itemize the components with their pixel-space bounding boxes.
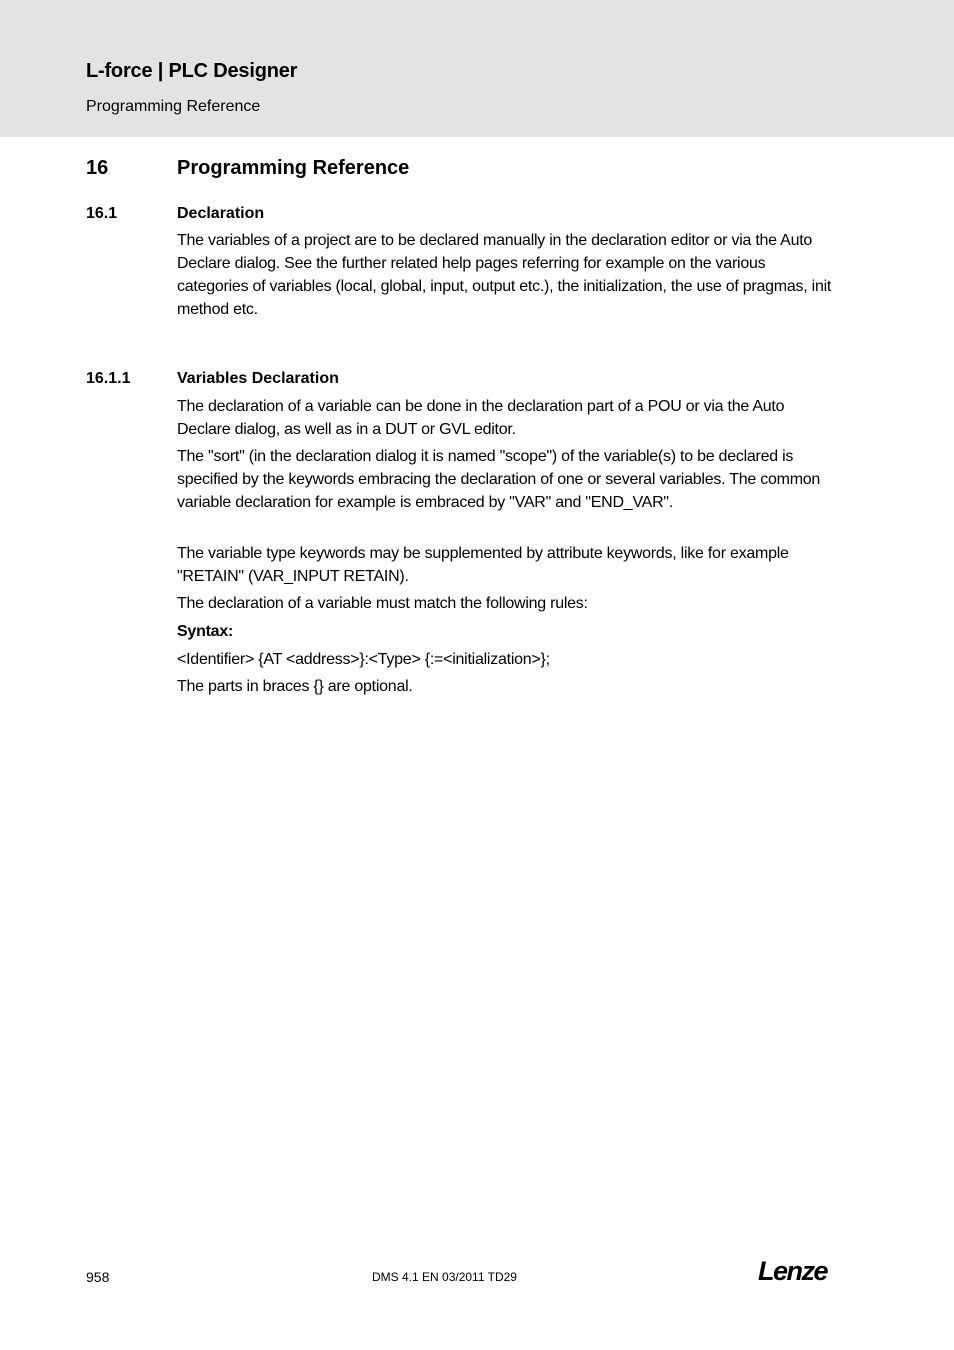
page-header-band [0,0,954,137]
subsection-paragraph: The "sort" (in the declaration dialog it is named "scope") of the variable(s) to be declared is specified by the keywords embracing the declaration of one or several variables. The common variable declaration for example is embraced by "VAR" and "END_VAR". [177,448,821,511]
syntax-note: The parts in braces {} are optional. [177,678,413,695]
product-title: L-force | PLC Designer [86,60,298,82]
lenze-logo: Lenze [758,1256,828,1286]
subsection-paragraph: The declaration of a variable must match the following rules: [177,595,588,612]
chapter-number: 16 [86,157,109,179]
subsection-paragraph: The declaration of a variable can be done in the declaration part of a POU or via the Auto Declare dialog, as well as in a DUT or GVL editor. [177,398,785,438]
syntax-label: Syntax: [177,623,234,640]
header-subtitle: Programming Reference [86,98,261,115]
document-id: DMS 4.1 EN 03/2011 TD29 [372,1270,517,1284]
page-number: 958 [86,1269,110,1285]
section-paragraph: The variables of a project are to be declared manually in the declaration editor or via the Auto Declare dialog. See the further related help pages referring for example on the various categories of variables (local, global, input, output etc.), the initialization, the use of pragmas, init method etc. [177,232,832,318]
chapter-title: Programming Reference [177,157,410,179]
subsection-paragraph: The variable type keywords may be supplemented by attribute keywords, like for example "RETAIN" (VAR_INPUT RETAIN). [177,545,789,585]
section-title: Declaration [177,205,265,222]
subsection-title: Variables Declaration [177,370,339,387]
syntax-line: <Identifier> {AT <address>}:<Type> {:=<initialization>}; [177,651,550,668]
section-number: 16.1 [86,205,118,222]
subsection-number: 16.1.1 [86,370,131,387]
